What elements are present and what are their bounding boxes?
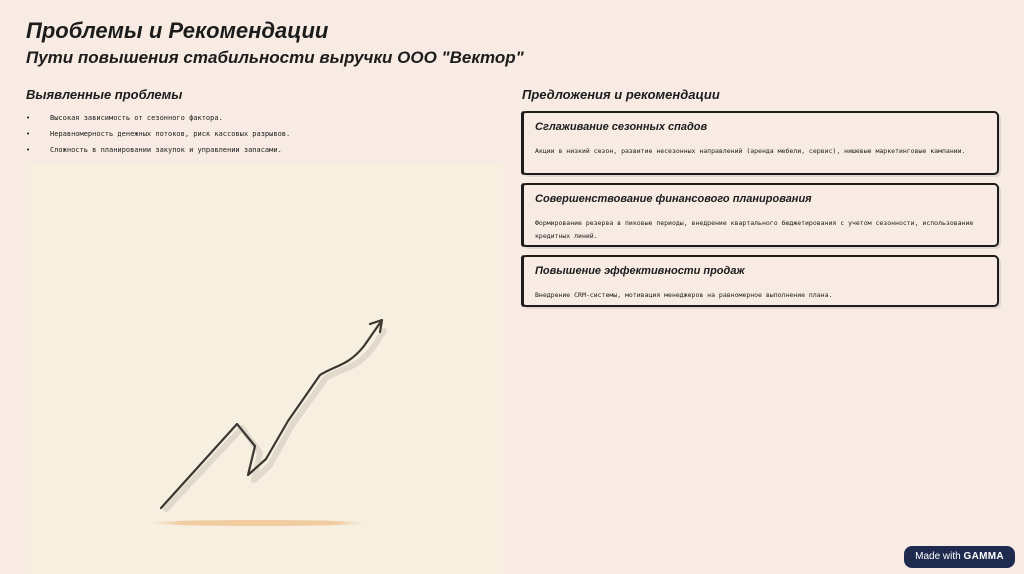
bullet-icon: • xyxy=(26,114,31,122)
made-with-gamma-badge[interactable] xyxy=(904,546,1015,568)
card-title: Сглаживание сезонных спадов xyxy=(535,121,708,133)
problems-list xyxy=(26,113,496,161)
rising-trend-arrow-icon xyxy=(26,163,503,574)
page-subtitle: Пути повышения стабильности выручки ООО "Вектор" xyxy=(26,48,524,67)
card-title: Совершенствование финансового планирования xyxy=(535,193,812,205)
card-text: Внедрение CRM-системы, мотивация менеджеров на равномерное выполнение плана. xyxy=(535,291,833,299)
list-item xyxy=(26,129,496,145)
problem-text: Неравномерность денежных потоков, риск кассовых разрывов. xyxy=(50,130,291,138)
problem-text: Сложность в планировании закупок и управлении запасами. xyxy=(50,146,282,154)
recommendations-heading: Предложения и рекомендации xyxy=(522,87,720,102)
recommendation-card xyxy=(521,111,999,175)
recommendation-cards xyxy=(521,111,999,315)
bullet-icon: • xyxy=(26,146,31,154)
badge-prefix: Made with xyxy=(915,551,961,562)
recommendation-card xyxy=(521,183,999,247)
card-text: Формирование резерва в пиковые периоды, внедрение квартального бюджетирования с учетом сезонности, использование кредитных линий. xyxy=(535,219,974,240)
card-title: Повышение эффективности продаж xyxy=(535,265,745,277)
problems-heading: Выявленные проблемы xyxy=(26,87,183,102)
list-item xyxy=(26,113,496,129)
page-title: Проблемы и Рекомендации xyxy=(26,18,329,43)
bullet-icon: • xyxy=(26,130,31,138)
card-text: Акции в низкий сезон, развитие несезонных направлений (аренда мебели, сервис), нишевые маркетинговые кампании. xyxy=(535,147,966,155)
list-item xyxy=(26,145,496,161)
problem-text: Высокая зависимость от сезонного фактора. xyxy=(50,114,223,122)
ground-shadow xyxy=(150,520,366,526)
trend-illustration xyxy=(26,163,503,574)
recommendation-card xyxy=(521,255,999,307)
gamma-logo: GAMMA xyxy=(963,551,1004,562)
